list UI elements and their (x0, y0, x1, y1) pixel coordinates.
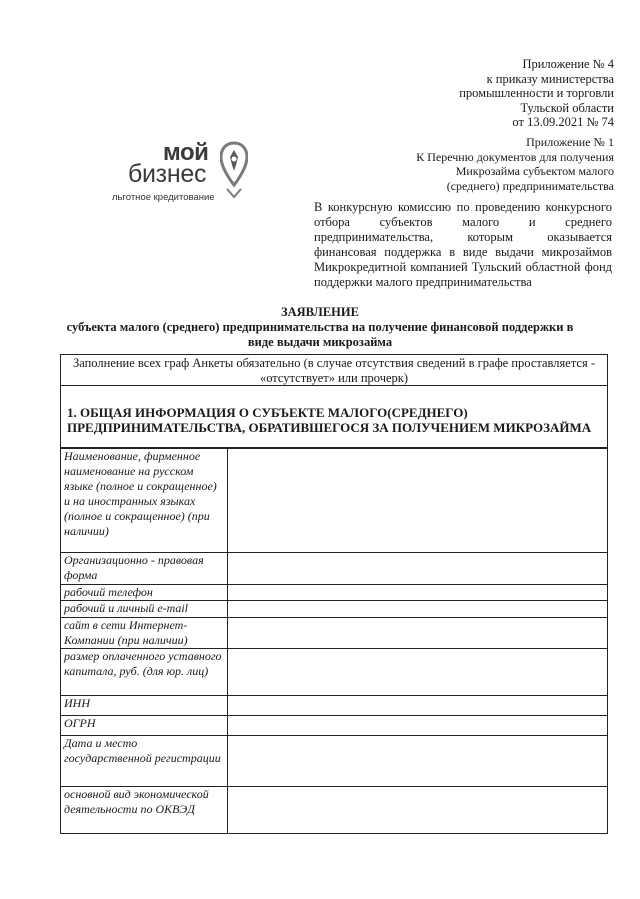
annex-line: от 13.09.2021 № 74 (512, 115, 614, 129)
title-heading: ЗАЯВЛЕНИЕ (281, 305, 359, 319)
field-value-inn[interactable] (228, 696, 608, 716)
section-heading-line: 1. ОБЩАЯ ИНФОРМАЦИЯ О СУБЪЕКТЕ МАЛОГО(СРЕДНЕГО) (67, 405, 468, 420)
instructions-line: «отсутствует» или прочерк) (259, 371, 409, 385)
field-label: ИНН (61, 696, 228, 716)
annex-header (459, 57, 614, 130)
logo-word-biznes: бизнес (128, 160, 207, 188)
field-value-name[interactable] (228, 449, 608, 553)
table-row (61, 787, 608, 834)
section-heading-line: ПРЕДПРИНИМАТЕЛЬСТВА, ОБРАТИВШЕГОСЯ ЗА ПОЛУЧЕНИЕМ МИКРОЗАЙМА (67, 420, 592, 435)
field-label: размер оплаченного уставного капитала, руб. (для юр. лиц) (61, 649, 228, 696)
annex-line: Микрозайма субъектом малого (455, 164, 614, 178)
applicant-info-table (60, 448, 608, 834)
field-value-ogrn[interactable] (228, 716, 608, 736)
field-value-registration[interactable] (228, 736, 608, 787)
annex-line: к приказу министерства (486, 71, 614, 86)
title-subheading-line: субъекта малого (среднего) предпринимательства на получение финансовой поддержки в (66, 320, 574, 334)
table-row (61, 449, 608, 553)
field-value-legal-form[interactable] (228, 553, 608, 585)
section-heading (60, 386, 608, 448)
table-row (61, 696, 608, 716)
document-title (60, 305, 580, 350)
annex-line: промышленности и торговли (459, 86, 614, 100)
field-value-okved[interactable] (228, 787, 608, 834)
field-value-email[interactable] (228, 601, 608, 618)
field-label: рабочий телефон (61, 585, 228, 601)
field-value-website[interactable] (228, 618, 608, 649)
table-row (61, 618, 608, 649)
annex-subheader (416, 135, 614, 193)
logo-tagline: льготное кредитование (112, 192, 215, 203)
field-value-phone[interactable] (228, 585, 608, 601)
field-label: основной вид экономической деятельности по ОКВЭД (61, 787, 228, 834)
field-label: Организационно - правовая форма (61, 553, 228, 585)
fill-instructions (60, 354, 608, 386)
title-subheading-line: виде выдачи микрозайма (247, 335, 393, 349)
table-row (61, 553, 608, 585)
annex-line: Тульской области (520, 100, 614, 115)
logo-word-moy: мой (163, 139, 209, 166)
annex-line: Приложение № 4 (522, 57, 614, 71)
addressee-paragraph: В конкурсную комиссию по проведению конкурсного отбора субъектов малого и среднего предпринимательства, которым оказывается финансовая поддержка в виде выдачи микрозаймов Микрокредитной компанией Тульский областной фонд поддержки малого предпринимательства (314, 200, 612, 289)
field-label: ОГРН (61, 716, 228, 736)
table-row (61, 716, 608, 736)
field-label: рабочий и личный e-mail (61, 601, 228, 618)
annex-line: Приложение № 1 (526, 135, 614, 149)
table-row (61, 601, 608, 618)
moy-biznes-logo (110, 141, 270, 211)
field-label: Дата и место государственной регистрации (61, 736, 228, 787)
annex-line: (среднего) предпринимательства (446, 178, 614, 193)
annex-line: К Перечню документов для получения (416, 149, 614, 164)
table-row (61, 649, 608, 696)
table-row (61, 585, 608, 601)
field-label: сайт в сети Интернет-Компании (при наличии) (61, 618, 228, 649)
table-row (61, 736, 608, 787)
map-pin-icon (220, 141, 248, 199)
field-value-capital[interactable] (228, 649, 608, 696)
field-label: Наименование, фирменное наименование на русском языке (полное и сокращенное) и на иностранных языках (полное и сокращенное) (при наличии) (61, 449, 228, 553)
instructions-line: Заполнение всех граф Анкеты обязательно (в случае отсутствия сведений в графе проставляется - (72, 356, 596, 370)
